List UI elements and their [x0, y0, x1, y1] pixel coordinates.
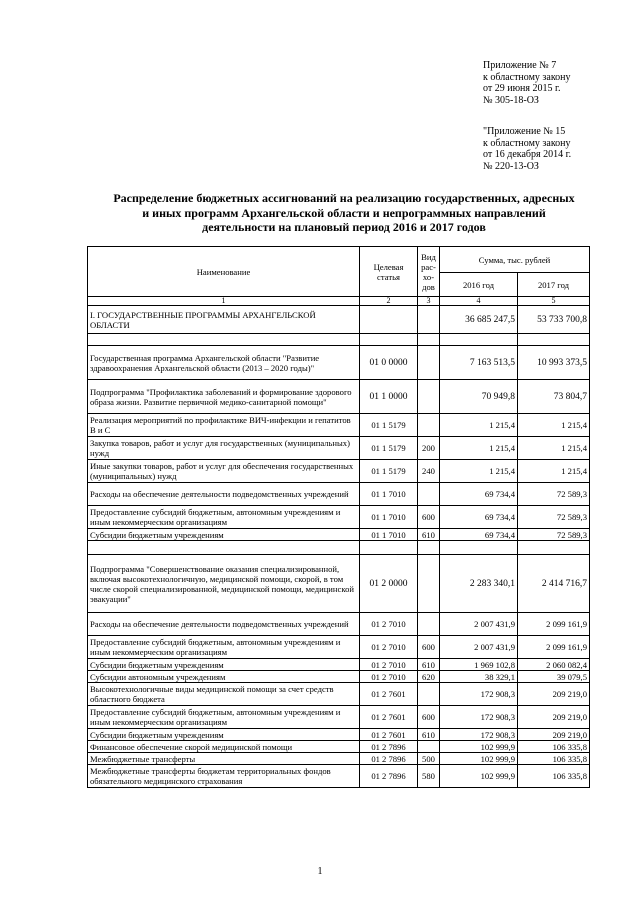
cell-2017 [518, 541, 590, 555]
title-line: деятельности на плановый период 2016 и 2017 годов [202, 220, 486, 234]
cell-2016: 172 908,3 [440, 706, 518, 729]
table-row [88, 706, 590, 729]
cell-article: 01 1 7010 [360, 529, 418, 541]
cell-expense-type: 610 [418, 729, 440, 741]
column-number: 3 [418, 297, 440, 306]
cell-expense-type: 600 [418, 506, 440, 529]
cell-article: 01 2 7896 [360, 765, 418, 788]
cell-article [360, 334, 418, 346]
table-row [88, 659, 590, 671]
cell-2017: 106 335,8 [518, 765, 590, 788]
cell-2017: 72 589,3 [518, 483, 590, 506]
cell-2017: 106 335,8 [518, 741, 590, 753]
cell-2016: 102 999,9 [440, 753, 518, 765]
cell-article [360, 541, 418, 555]
appendix-line: № 220-13-ОЗ [483, 160, 539, 172]
column-number: 1 [88, 297, 360, 306]
cell-2017: 1 215,4 [518, 437, 590, 460]
cell-expense-type: 620 [418, 671, 440, 683]
cell-article: 01 2 7010 [360, 613, 418, 636]
cell-expense-type: 610 [418, 529, 440, 541]
table-row [88, 483, 590, 506]
cell-expense-type: 240 [418, 460, 440, 483]
cell-article: 01 2 7010 [360, 636, 418, 659]
appendix-line: к областному закону [483, 71, 571, 83]
cell-name: Финансовое обеспечение скорой медицинской помощи [88, 741, 360, 753]
cell-name: Предоставление субсидий бюджетным, автономным учреждениям и иным некоммерческим организациям [88, 506, 360, 529]
cell-2017 [518, 334, 590, 346]
table-body [88, 306, 590, 788]
table-row [88, 729, 590, 741]
cell-2017: 1 215,4 [518, 414, 590, 437]
title-line: и иных программ Архангельской области и непрограммных направлений [142, 205, 546, 220]
table-row [88, 683, 590, 706]
appendix-line: к областному закону [483, 137, 571, 149]
cell-2017: 10 993 373,5 [518, 346, 590, 380]
budget-table [87, 246, 590, 788]
cell-2016: 1 215,4 [440, 414, 518, 437]
appendix-line: от 29 июня 2015 г. [483, 83, 561, 94]
cell-2016 [440, 334, 518, 346]
cell-2016: 102 999,9 [440, 765, 518, 788]
cell-2017: 2 414 716,7 [518, 555, 590, 613]
cell-2017: 73 804,7 [518, 380, 590, 414]
cell-2017: 209 219,0 [518, 683, 590, 706]
cell-expense-type [418, 683, 440, 706]
cell-article: 01 2 7896 [360, 753, 418, 765]
table-row [88, 541, 590, 555]
table-row [88, 741, 590, 753]
cell-expense-type [418, 346, 440, 380]
cell-name: Государственная программа Архангельской области "Развитие здравоохранения Архангельской области (2013 – 2020 годы)" [88, 346, 360, 380]
cell-article: 01 2 7010 [360, 671, 418, 683]
table-row [88, 460, 590, 483]
table-row [88, 346, 590, 380]
appendix-line: № 305-18-ОЗ [483, 94, 539, 106]
cell-article: 01 1 5179 [360, 414, 418, 437]
cell-name: Расходы на обеспечение деятельности подведомственных учреждений [88, 483, 360, 506]
cell-expense-type [418, 555, 440, 613]
cell-2016: 70 949,8 [440, 380, 518, 414]
table-row [88, 613, 590, 636]
cell-article: 01 2 7010 [360, 659, 418, 671]
table-row [88, 765, 590, 788]
cell-article: 01 1 7010 [360, 483, 418, 506]
header-sum: Сумма, тыс. рублей [440, 247, 590, 273]
cell-2016: 69 734,4 [440, 483, 518, 506]
cell-name: Расходы на обеспечение деятельности подведомственных учреждений [88, 613, 360, 636]
cell-expense-type: 200 [418, 437, 440, 460]
appendix-line: от 16 декабря 2014 г. [483, 149, 572, 160]
cell-article: 01 1 0000 [360, 380, 418, 414]
cell-2016: 2 007 431,9 [440, 636, 518, 659]
table-row [88, 671, 590, 683]
cell-article: 01 2 7601 [360, 706, 418, 729]
cell-name: Закупка товаров, работ и услуг для государственных (муниципальных) нужд [88, 437, 360, 460]
page-number: 1 [317, 866, 323, 877]
cell-2016 [440, 541, 518, 555]
cell-2016: 1 969 102,8 [440, 659, 518, 671]
cell-2016: 172 908,3 [440, 683, 518, 706]
cell-name: Субсидии автономным учреждениям [88, 671, 360, 683]
cell-expense-type: 500 [418, 753, 440, 765]
appendix-line: "Приложение № 15 [483, 126, 566, 137]
table-row [88, 506, 590, 529]
cell-name [88, 334, 360, 346]
cell-name: Высокотехнологичные виды медицинской помощи за счет средств областного бюджета [88, 683, 360, 706]
cell-article: 01 2 7601 [360, 729, 418, 741]
cell-2016: 1 215,4 [440, 460, 518, 483]
cell-2017: 2 099 161,9 [518, 613, 590, 636]
cell-article: 01 1 5179 [360, 460, 418, 483]
cell-name: Межбюджетные трансферты [88, 753, 360, 765]
cell-expense-type [418, 380, 440, 414]
table-row [88, 437, 590, 460]
header-expense-type: Вид рас-хо-дов [418, 247, 440, 297]
cell-name: Межбюджетные трансферты бюджетам территориальных фондов обязательного медицинского страхования [88, 765, 360, 788]
cell-name: Реализация мероприятий по профилактике ВИЧ-инфекции и гепатитов В и С [88, 414, 360, 437]
cell-2017: 2 060 082,4 [518, 659, 590, 671]
title-line: Распределение бюджетных ассигнований на реализацию государственных, адресных [113, 191, 575, 205]
cell-expense-type [418, 741, 440, 753]
appendix-note-1 [483, 60, 633, 106]
cell-article: 01 2 7601 [360, 683, 418, 706]
cell-2016: 102 999,9 [440, 741, 518, 753]
cell-2017: 72 589,3 [518, 506, 590, 529]
cell-article: 01 2 7896 [360, 741, 418, 753]
cell-expense-type [418, 541, 440, 555]
cell-article: 01 1 7010 [360, 506, 418, 529]
cell-2017: 209 219,0 [518, 729, 590, 741]
cell-2017: 2 099 161,9 [518, 636, 590, 659]
table-row [88, 414, 590, 437]
header-2017: 2017 год [518, 273, 590, 297]
cell-2016: 36 685 247,5 [440, 306, 518, 334]
header-2016: 2016 год [440, 273, 518, 297]
cell-article: 01 2 0000 [360, 555, 418, 613]
cell-expense-type [418, 613, 440, 636]
cell-2017: 209 219,0 [518, 706, 590, 729]
cell-2016: 38 329,1 [440, 671, 518, 683]
cell-expense-type: 600 [418, 636, 440, 659]
table-row [88, 555, 590, 613]
column-number: 4 [440, 297, 518, 306]
cell-expense-type: 600 [418, 706, 440, 729]
cell-article [360, 306, 418, 334]
cell-expense-type: 610 [418, 659, 440, 671]
cell-article: 01 1 5179 [360, 437, 418, 460]
cell-2016: 2 007 431,9 [440, 613, 518, 636]
cell-expense-type: 580 [418, 765, 440, 788]
cell-name: Подпрограмма "Профилактика заболеваний и формирование здорового образа жизни. Развитие первичной медико-санитарной помощи" [88, 380, 360, 414]
header-name: Наименование [88, 247, 360, 297]
cell-name [88, 541, 360, 555]
table-row [88, 306, 590, 334]
table-row [88, 636, 590, 659]
cell-name: Субсидии бюджетным учреждениям [88, 729, 360, 741]
table-row [88, 380, 590, 414]
cell-name: Подпрограмма "Совершенствование оказания специализированной, включая высокотехнологичную, медицинской помощи, скорой, в том числе скорой специализированной, медицинской помощи, медицинской эвакуации" [88, 555, 360, 613]
column-number: 2 [360, 297, 418, 306]
cell-expense-type [418, 483, 440, 506]
cell-expense-type [418, 414, 440, 437]
cell-expense-type [418, 306, 440, 334]
cell-name: Субсидии бюджетным учреждениям [88, 659, 360, 671]
cell-2017: 106 335,8 [518, 753, 590, 765]
cell-2016: 172 908,3 [440, 729, 518, 741]
cell-name: Иные закупки товаров, работ и услуг для обеспечения государственных (муниципальных) нужд [88, 460, 360, 483]
cell-expense-type [418, 334, 440, 346]
cell-name: I. ГОСУДАРСТВЕННЫЕ ПРОГРАММЫ АРХАНГЕЛЬСКОЙ ОБЛАСТИ [88, 306, 360, 334]
cell-2017: 72 589,3 [518, 529, 590, 541]
cell-2017: 1 215,4 [518, 460, 590, 483]
column-number: 5 [518, 297, 590, 306]
table-row [88, 529, 590, 541]
cell-2016: 1 215,4 [440, 437, 518, 460]
header-article: Целевая статья [360, 247, 418, 297]
document-title [84, 191, 604, 235]
cell-name: Субсидии бюджетным учреждениям [88, 529, 360, 541]
appendix-line: Приложение № 7 [483, 60, 557, 71]
appendix-note-2 [483, 126, 633, 172]
table-row [88, 334, 590, 346]
cell-2016: 69 734,4 [440, 529, 518, 541]
cell-2016: 2 283 340,1 [440, 555, 518, 613]
cell-name: Предоставление субсидий бюджетным, автономным учреждениям и иным некоммерческим организациям [88, 636, 360, 659]
cell-2016: 7 163 513,5 [440, 346, 518, 380]
cell-article: 01 0 0000 [360, 346, 418, 380]
cell-2017: 39 079,5 [518, 671, 590, 683]
cell-2016: 69 734,4 [440, 506, 518, 529]
table-row [88, 753, 590, 765]
cell-name: Предоставление субсидий бюджетным, автономным учреждениям и иным некоммерческим организациям [88, 706, 360, 729]
cell-2017: 53 733 700,8 [518, 306, 590, 334]
